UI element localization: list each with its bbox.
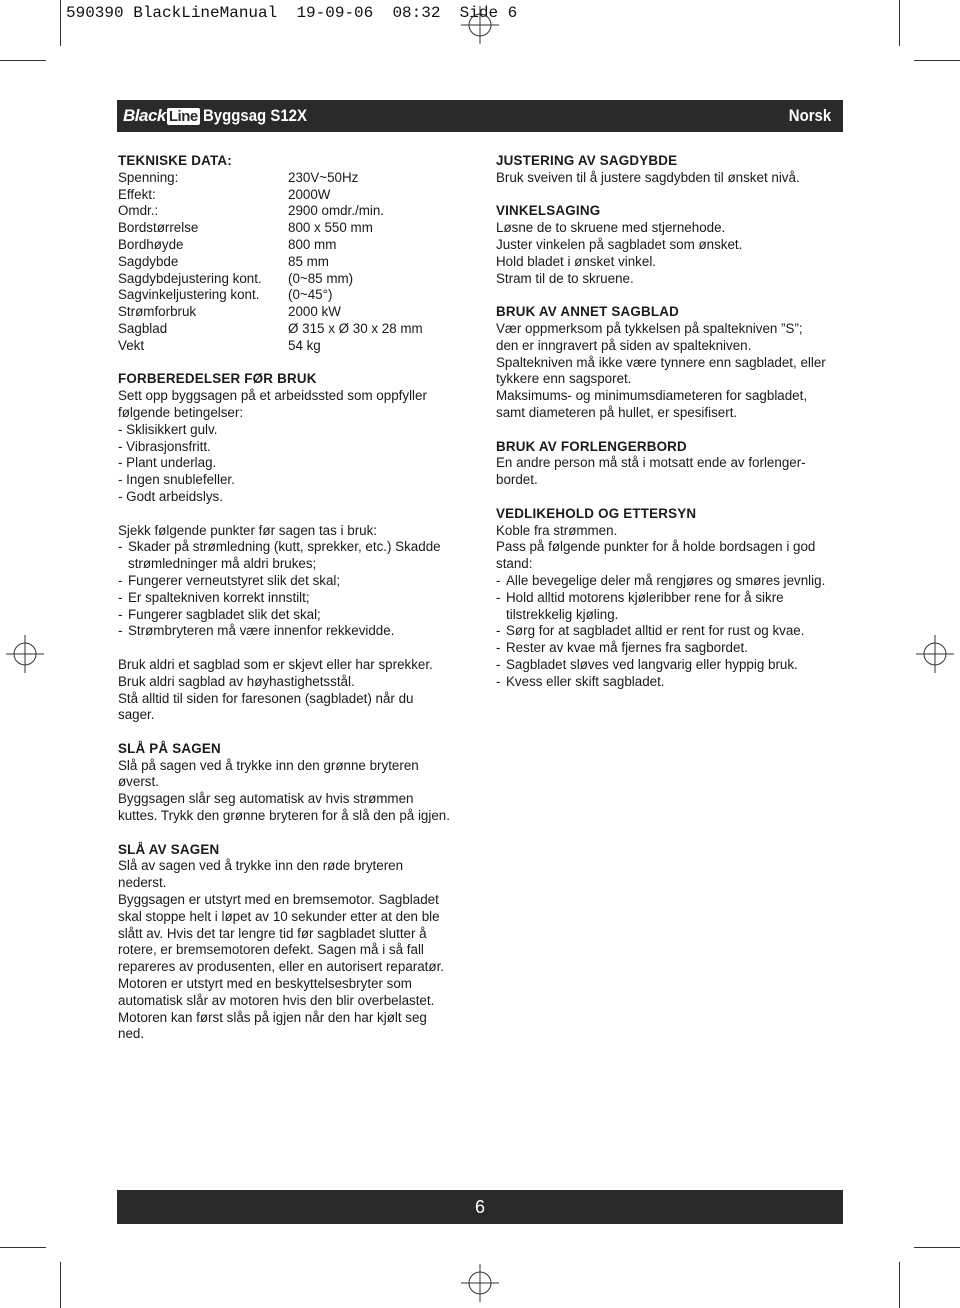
paragraph-line: slått av. Hvis det tar lengre tid før sagbladet slutter å (118, 925, 427, 941)
logo-black-text: Black (123, 106, 166, 125)
spec-value: 2000W (288, 186, 331, 202)
spec-key: Bordhøyde (118, 236, 184, 252)
spec-row (118, 203, 473, 220)
paragraph-line: tykkere enn sagsporet. (496, 371, 632, 387)
spec-key: Sagvinkeljustering kont. (118, 287, 260, 303)
spec-key: Sagdybdejustering kont. (118, 270, 262, 286)
paragraph-line: Spaltekniven må ikke være tynnere enn sagbladet, eller (496, 354, 826, 370)
spec-value: 54 kg (288, 337, 321, 353)
spec-row (118, 338, 473, 355)
paragraph-line: Byggsagen slår seg automatisk av hvis strømmen (118, 791, 414, 807)
footer-bar (117, 1190, 843, 1224)
paragraph-line: sager. (118, 707, 155, 723)
spec-row (118, 304, 473, 321)
preparation-heading: FORBEREDELSER FØR BRUK (118, 371, 317, 387)
registration-mark-right (916, 635, 954, 673)
paragraph-line: automatisk slår av motoren hvis den blir overbelastet. (118, 992, 435, 1008)
list-item: - Kvess eller skift sagbladet. (496, 674, 846, 691)
spec-row (118, 254, 473, 271)
list-item: - Fungerer sagbladet slik det skal; (118, 607, 473, 624)
spec-key: Omdr.: (118, 203, 159, 219)
paragraph-line: Løsne de to skruene med stjernehode. (496, 220, 726, 236)
paragraph-line: Vær oppmerksom på tykkelsen på spaltekniven ”S”; (496, 320, 803, 336)
list-item: - Sagbladet sløves ved langvarig eller hyppig bruk. (496, 657, 846, 674)
print-slug: 590390 BlackLineManual 19-09-06 08:32 Side 6 (66, 4, 518, 22)
paragraph-line: Byggsagen er utstyrt med en bremsemotor. Sagbladet (118, 892, 439, 908)
registration-mark-bottom (461, 1264, 499, 1302)
paragraph-line: bordet. (496, 472, 538, 488)
spec-row (118, 271, 473, 288)
paragraph-line: Koble fra strømmen. (496, 522, 618, 538)
spec-value: 230V~50Hz (288, 169, 359, 185)
logo-line-text: Line (168, 108, 198, 125)
spec-key: Bordstørrelse (118, 220, 199, 236)
list-item: - Fungerer verneutstyret slik det skal; (118, 573, 473, 590)
paragraph-line: Stram til de to skruene. (496, 270, 634, 286)
paragraph-line: En andre person må stå i motsatt ende av forlenger- (496, 455, 806, 471)
spec-key: Spenning: (118, 169, 179, 185)
spec-row (118, 220, 473, 237)
paragraph-line: Bruk sveiven til å justere sagdybden til ønsket nivå. (496, 169, 800, 185)
spec-value: (0~45°) (288, 287, 333, 303)
spec-key: Sagdybde (118, 253, 179, 269)
paragraph-line: ned. (118, 1026, 145, 1042)
language-label: Norsk (788, 106, 831, 125)
paragraph-line: Juster vinkelen på sagbladet som ønsket. (496, 236, 743, 252)
spec-value: 800 x 550 mm (288, 220, 373, 236)
paragraph-line: Bruk aldri et sagblad som er skjevt eller har sprekker. (118, 656, 433, 672)
extension-table-heading: BRUK AV FORLENGERBORD (496, 438, 687, 454)
spec-row (118, 321, 473, 338)
spec-value: 2900 omdr./min. (288, 203, 385, 219)
spec-key: Sagblad (118, 320, 168, 336)
spec-list (118, 170, 473, 355)
paragraph-line: nederst. (118, 875, 167, 891)
list-item-line: Er spaltekniven korrekt innstilt; (128, 589, 310, 605)
list-item-line: tilstrekkelig kjøling. (506, 606, 619, 622)
list-item-line: Rester av kvae må fjernes fra sagbordet. (506, 640, 748, 656)
list-item: - Hold alltid motorens kjøleribber rene for å sikre tilstrekkelig kjøling. (496, 589, 784, 622)
list-item-line: Fungerer verneutstyret slik det skal; (128, 572, 341, 588)
switch-on-heading: SLÅ PÅ SAGEN (118, 740, 221, 756)
list-item-line: Skader på strømledning (kutt, sprekker, etc.) Skadde (128, 539, 441, 555)
paragraph-line: Sett opp byggsagen på et arbeidssted som oppfyller (118, 388, 427, 404)
right-column (496, 153, 846, 691)
switch-off-heading: SLÅ AV SAGEN (118, 841, 220, 857)
registration-mark-top (461, 6, 499, 44)
angle-heading: VINKELSAGING (496, 203, 601, 219)
paragraph-line: følgende betingelser: (118, 404, 244, 420)
paragraph-line: Hold bladet i ønsket vinkel. (496, 253, 657, 269)
list-item-line: Kvess eller skift sagbladet. (506, 673, 665, 689)
list-item: - Vibrasjonsfritt. (118, 438, 211, 454)
header-bar (117, 100, 843, 132)
spec-value: Ø 315 x Ø 30 x 28 mm (288, 320, 423, 336)
page-number: 6 (474, 1197, 485, 1217)
depth-heading: JUSTERING AV SAGDYBDE (496, 153, 678, 168)
list-item: - Alle bevegelige deler må rengjøres og smøres jevnlig. (496, 573, 846, 590)
paragraph-line: Motoren er utstyrt med en beskyttelsesbryter som (118, 976, 412, 992)
maintenance-heading: VEDLIKEHOLD OG ETTERSYN (496, 505, 697, 521)
registration-mark-left (6, 635, 44, 673)
paragraph-line: Bruk aldri sagblad av høyhastighetsstål. (118, 673, 355, 689)
paragraph-line: skal stoppe helt i løpet av 10 sekunder etter at den ble (118, 908, 440, 924)
check-intro: Sjekk følgende punkter før sagen tas i bruk: (118, 522, 378, 538)
spec-row (118, 287, 473, 304)
spec-value: 2000 kW (288, 304, 341, 320)
spec-value: 800 mm (288, 236, 337, 252)
paragraph-line: Motoren kan først slås på igjen når den har kjølt seg (118, 1009, 427, 1025)
list-item: - Ingen snublefeller. (118, 472, 235, 488)
paragraph-line: kuttes. Trykk den grønne bryteren for å slå den på igjen. (118, 808, 450, 824)
paragraph-line: Maksimums- og minimumsdiameteren for sagbladet, (496, 388, 808, 404)
other-blade-heading: BRUK AV ANNET SAGBLAD (496, 304, 679, 320)
list-item: - Skader på strømledning (kutt, sprekker, etc.) Skadde strømledninger må aldri brukes; (118, 539, 441, 572)
paragraph-line: rotere, er bremsemotoren defekt. Sagen må i så fall (118, 942, 424, 958)
paragraph-line: Slå av sagen ved å trykke inn den røde bryteren (118, 858, 404, 874)
list-item-line: Strømbryteren må være innenfor rekkevidde. (128, 623, 395, 639)
list-item-line: Sørg for at sagbladet alltid er rent for rust og kvae. (506, 623, 805, 639)
list-item: - Strømbryteren må være innenfor rekkevidde. (118, 623, 473, 640)
list-item: - Sørg for at sagbladet alltid er rent for rust og kvae. (496, 623, 846, 640)
paragraph-line: den er inngravert på siden av spaltekniven. (496, 337, 752, 353)
spec-value: (0~85 mm) (288, 270, 354, 286)
spec-key: Vekt (118, 337, 145, 353)
list-item: - Godt arbeidslys. (118, 488, 223, 504)
list-item-line: Alle bevegelige deler må rengjøres og smøres jevnlig. (506, 572, 826, 588)
list-item: - Sklisikkert gulv. (118, 421, 218, 437)
list-item-line: Fungerer sagbladet slik det skal; (128, 606, 321, 622)
paragraph-line: stand: (496, 556, 533, 572)
list-item-line: strømledninger må aldri brukes; (128, 556, 317, 572)
list-item: - Er spaltekniven korrekt innstilt; (118, 590, 473, 607)
list-item: - Plant underlag. (118, 455, 217, 471)
spec-row (118, 187, 473, 204)
brand-logo (123, 103, 200, 129)
spec-row (118, 237, 473, 254)
spec-row (118, 170, 473, 187)
spec-key: Strømforbruk (118, 304, 197, 320)
list-item-line: Hold alltid motorens kjøleribber rene for å sikre (506, 589, 784, 605)
left-column (118, 153, 473, 1043)
paragraph-line: repareres av produsenten, eller en autorisert reparatør. (118, 959, 445, 975)
spec-key: Effekt: (118, 186, 156, 202)
list-item-line: Sagbladet sløves ved langvarig eller hyppig bruk. (506, 656, 798, 672)
paragraph-line: Pass på følgende punkter for å holde bordsagen i god (496, 539, 816, 555)
paragraph-line: Slå på sagen ved å trykke inn den grønne bryteren (118, 757, 419, 773)
paragraph-line: samt diameteren på hullet, er spesifisert. (496, 404, 738, 420)
tech-data-heading: TEKNISKE DATA: (118, 153, 232, 168)
paragraph-line: Stå alltid til siden for faresonen (sagbladet) når du (118, 690, 414, 706)
list-item: - Rester av kvae må fjernes fra sagbordet. (496, 640, 846, 657)
paragraph-line: øverst. (118, 774, 159, 790)
product-title: Byggsag S12X (203, 106, 307, 125)
spec-value: 85 mm (288, 253, 329, 269)
